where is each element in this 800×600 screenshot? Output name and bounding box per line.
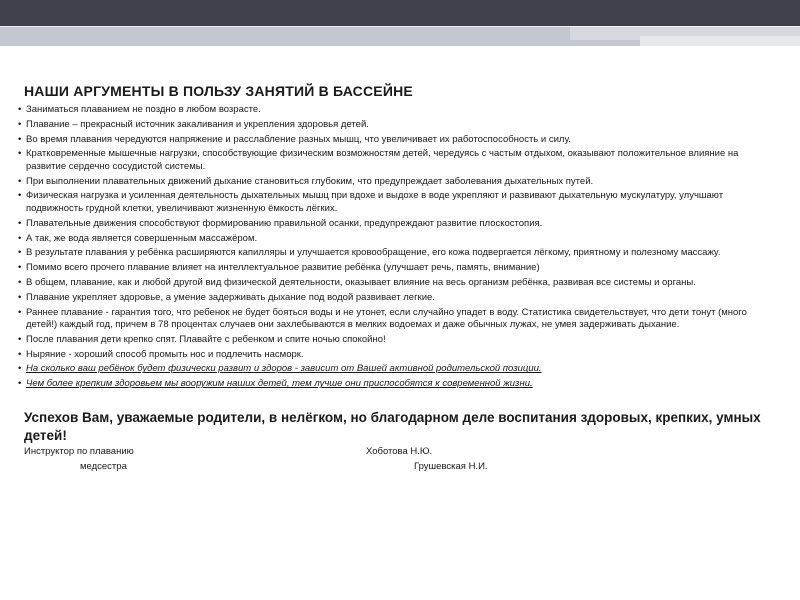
- argument-item: [20, 190, 780, 215]
- argument-text: А так, же вода является совершенным массажёром.: [26, 232, 258, 244]
- bullet-icon: •: [18, 175, 22, 187]
- argument-text: На сколько ваш ребёнок будет физически развит и здоров - зависит от Вашей активной родительской позиции.: [26, 363, 542, 375]
- slide-content: [20, 82, 780, 477]
- bullet-icon: •: [18, 276, 22, 288]
- argument-item: [20, 233, 780, 246]
- argument-text: После плавания дети крепко спят. Плавайте с ребенком и спите ночью спокойно!: [26, 333, 386, 345]
- argument-item: [20, 176, 780, 189]
- argument-item: [20, 334, 780, 347]
- signature-name: Хоботова Н.Ю.: [366, 445, 433, 457]
- argument-item: [20, 119, 780, 132]
- bullet-icon: •: [18, 232, 22, 244]
- argument-item: [20, 218, 780, 231]
- argument-text: В результате плавания у ребёнка расширяются капилляры и улучшается кровообращение, его кожа подвергается лёгкому, приятному и полезному массажу.: [26, 247, 721, 259]
- bullet-icon: •: [18, 190, 22, 202]
- bullet-icon: •: [18, 306, 22, 318]
- argument-text: Плавание – прекрасный источник закаливания и укрепления здоровья детей.: [26, 118, 369, 130]
- argument-text: Во время плавания чередуются напряжение и расслабление разных мышц, что увеличивает их работоспособность и силу.: [26, 133, 571, 145]
- argument-text: В общем, плавание, как и любой другой вид физической деятельности, оказывает влияние на весь организм ребёнка, развивая все системы и органы.: [26, 276, 696, 288]
- argument-text: Кратковременные мышечные нагрузки, способствующие физическим возможностям детей, чередуясь с частым отдыхом, оказывают положительное влияние на развитие сердечно сосудистой системы.: [26, 148, 739, 172]
- argument-item: [20, 247, 780, 260]
- argument-item: [20, 134, 780, 147]
- argument-item: [20, 277, 780, 290]
- argument-text: Раннее плавание - гарантия того, что ребенок не будет бояться воды и не утонет, если случайно упадет в воду. Статистика свидетельствует, что дети тонут (много детей!) каждый год, причем в 78 процентах случаев они захлебываются в мелких водоемах и даже обычных лужах, не умея задерживать дыхание.: [26, 306, 747, 331]
- bullet-icon: •: [18, 262, 22, 274]
- bullet-icon: •: [18, 217, 22, 229]
- bullet-icon: •: [18, 118, 22, 130]
- argument-text: Помимо всего прочего плавание влияет на интеллектуальное развитие ребёнка (улучшает речь, память, внимание): [26, 262, 540, 274]
- bullet-icon: •: [18, 247, 22, 259]
- bullet-icon: •: [18, 348, 22, 360]
- signature-role: медсестра: [80, 460, 127, 472]
- closing-message: Успехов Вам, уважаемые родители, в нелёгком, но благодарном деле воспитания здоровых, крепких, умных детей!: [24, 409, 761, 443]
- argument-text: Плавание укрепляет здоровье, а умение задерживать дыхание под водой развивает легкие.: [26, 291, 435, 303]
- argument-item: [20, 378, 780, 391]
- signature-role: Инструктор по плаванию: [24, 445, 134, 457]
- argument-item: [20, 292, 780, 305]
- argument-text: Заниматься плаванием не поздно в любом возрасте.: [26, 104, 261, 115]
- signature-name: Грушевская Н.И.: [414, 460, 488, 472]
- banner-divider: [0, 26, 800, 27]
- bullet-icon: •: [18, 333, 22, 345]
- argument-text: Ныряние - хороший способ промыть нос и подлечить насморк.: [26, 348, 304, 360]
- top-banner: [0, 0, 800, 26]
- argument-item: [20, 262, 780, 275]
- banner-divider: [0, 46, 800, 49]
- argument-text: Чем более крепким здоровьем мы вооружим наших детей, тем лучше они приспособятся к современной жизни.: [26, 378, 533, 390]
- bullet-icon: •: [18, 104, 22, 115]
- argument-text: Физическая нагрузка и усиленная деятельность дыхательных мышц при вдохе и выдохе в воде укрепляют и развивают дыхательную мускулатуру, улучшают подвижность грудной клетки, увеличивают жизненную ёмкость лёгких.: [26, 190, 724, 214]
- argument-item: [20, 104, 780, 117]
- bullet-icon: •: [18, 148, 22, 160]
- bullet-icon: •: [18, 133, 22, 145]
- bullet-icon: •: [18, 363, 22, 375]
- argument-item: [20, 363, 780, 376]
- argument-text: При выполнении плавательных движений дыхание становиться глубоким, что предупреждает заболевания дыхательных путей.: [26, 175, 594, 187]
- page-title: НАШИ АРГУМЕНТЫ В ПОЛЬЗУ ЗАНЯТИЙ В БАССЕЙНЕ: [24, 83, 413, 99]
- argument-item: [20, 349, 780, 362]
- bullet-icon: •: [18, 291, 22, 303]
- signature-block: [20, 445, 780, 477]
- argument-text: Плавательные движения способствуют формированию правильной осанки, предупреждают развитие плоскостопия.: [26, 217, 543, 229]
- arguments-list: [20, 104, 780, 391]
- argument-item: [20, 307, 780, 332]
- argument-item: [20, 148, 780, 173]
- bullet-icon: •: [18, 378, 22, 390]
